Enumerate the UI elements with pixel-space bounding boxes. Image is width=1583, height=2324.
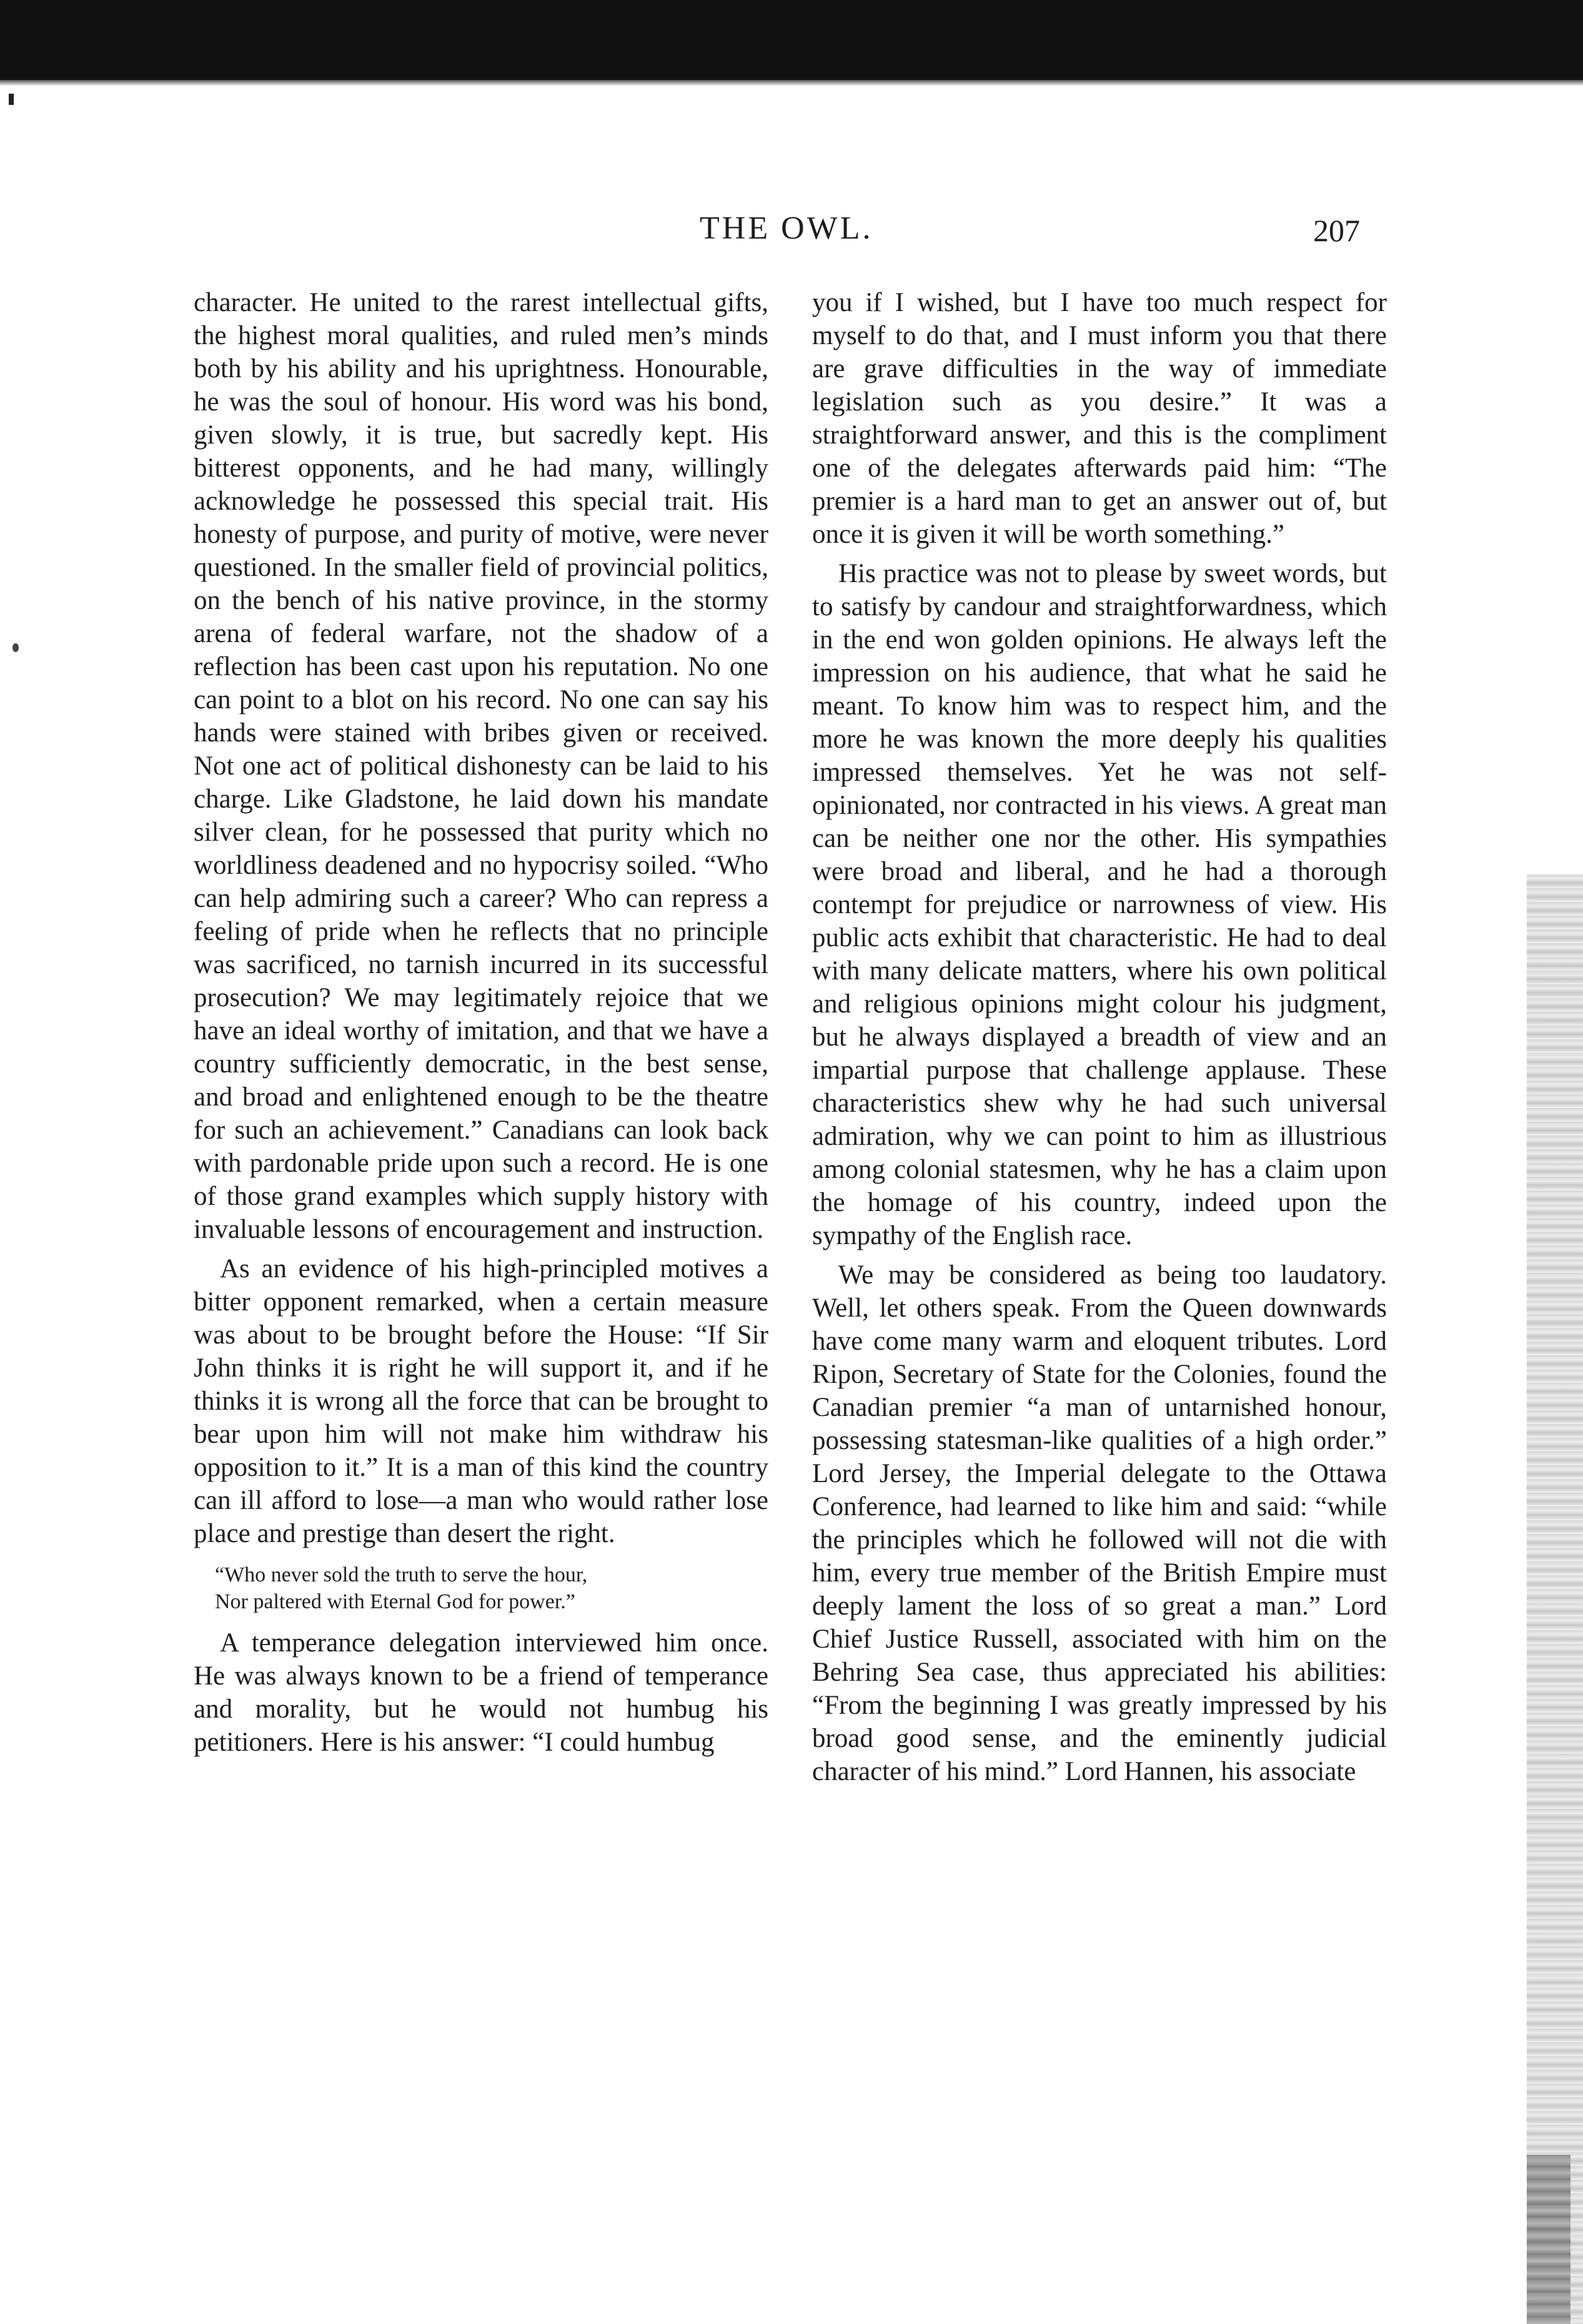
scan-top-border-shadow bbox=[0, 80, 1583, 86]
paragraph: A temperance delegation interviewed him once. He was always known to be a friend of temperance and morality, but he would not humbug his petitioners. Here is his answer: “I could humbug bbox=[194, 1628, 768, 1757]
paragraph: you if I wished, but I have too much respect for myself to do that, and I must inform you that there are grave difficulties in the way of immediate legislation such as you desire.” It was a straightforward answer, and this is the compliment one of the delegates afterwards paid him: “The premier is a hard man to get an answer out of, but once it is given it will be worth something.” bbox=[812, 288, 1387, 549]
verse-quote bbox=[215, 1561, 768, 1615]
paragraph: As an evidence of his high-principled motives a bitter opponent remarked, when a certain measure was about to be brought before the House: “If Sir John thinks it is right he will support it, and if he thinks it is wrong all the force that can be brought to bear upon him will not make him withdraw his opposition to it.” It is a man of this kind the country can ill afford to lose—a man who would rather lose place and prestige than desert the right. bbox=[194, 1254, 768, 1548]
scan-right-edge bbox=[1527, 874, 1583, 2324]
paragraph: His practice was not to please by sweet words, but to satisfy by candour and straightforwardness, which in the end won golden opinions. He always left the impression on his audience, that what he said he meant. To know him was to respect him, and the more he was known the more deeply his qualities impressed themselves. Yet he was not self-opinionated, nor contracted in his views. A great man can be neither one nor the other. His sympathies were broad and liberal, and he had a thorough contempt for prejudice or narrowness of view. His public acts exhibit that characteristic. He had to deal with many delicate matters, where his own political and religious opinions might colour his judgment, but he always displayed a breadth of view and an impartial purpose that challenge applause. These characteristics shew why he had such universal admiration, why we can point to him as illustrious among colonial statesmen, why he has a claim upon the homage of his country, indeed upon the sympathy of the English race. bbox=[812, 559, 1387, 1250]
paragraph: We may be considered as being too laudatory. Well, let others speak. From the Queen downwards have come many warm and eloquent tributes. Lord Ripon, Secretary of State for the Colonies, found the Canadian premier “a man of untarnished honour, possessing statesman-like qualities of a high order.” Lord Jersey, the Imperial delegate to the Ottawa Conference, had learned to like him and said: “while the principles which he followed will not die with him, every true member of the British Empire must deeply lament the loss of so great a man.” Lord Chief Justice Russell, associated with him on the Behring Sea case, thus appreciated his abilities: “From the beginning I was greatly impressed by his broad good sense, and the eminently judicial character of his mind.” Lord Hannen, his associate bbox=[812, 1260, 1387, 1786]
quote-line: Nor paltered with Eternal God for power.” bbox=[215, 1590, 575, 1613]
right-column bbox=[812, 286, 1387, 1788]
scan-mark bbox=[12, 643, 19, 652]
quote-line: “Who never sold the truth to serve the hour, bbox=[215, 1563, 588, 1586]
paragraph: character. He united to the rarest intellectual gifts, the highest moral qualities, and ruled men’s minds both by his ability and his uprightness. Honourable, he was the soul of honour. His word was his bond, given slowly, it is true, but sacredly kept. His bitterest opponents, and he had many, willingly acknowledge he possessed this special trait. His honesty of purpose, and purity of motive, were never questioned. In the smaller field of provincial politics, on the bench of his native province, in the stormy arena of federal warfare, not the shadow of a reflection has been cast upon his reputation. No one can point to a blot on his record. No one can say his hands were stained with bribes given or received. Not one act of political dishonesty can be laid to his charge. Like Gladstone, he laid down his mandate silver clean, for he possessed that purity which no worldliness deadened and no hypocrisy soiled. “Who can help admiring such a career? Who can repress a feeling of pride when he reflects that no principle was sacrificed, no tarnish incurred in its successful prosecution? We may legitimately rejoice that we have an ideal worthy of imitation, and that we have a country sufficiently democratic, in the best sense, and broad and enlightened enough to be the theatre for such an achievement.” Canadians can look back with pardonable pride upon such a record. He is one of those grand examples which supply history with invaluable lessons of encouragement and instruction. bbox=[194, 288, 768, 1244]
page-header bbox=[0, 210, 1583, 260]
scan-mark bbox=[9, 94, 14, 105]
scan-right-edge-dark bbox=[1527, 2155, 1571, 2324]
scan-top-border bbox=[0, 0, 1583, 80]
left-column bbox=[194, 286, 768, 1759]
running-title: THE OWL. bbox=[700, 210, 873, 246]
page-number: 207 bbox=[1313, 213, 1360, 248]
